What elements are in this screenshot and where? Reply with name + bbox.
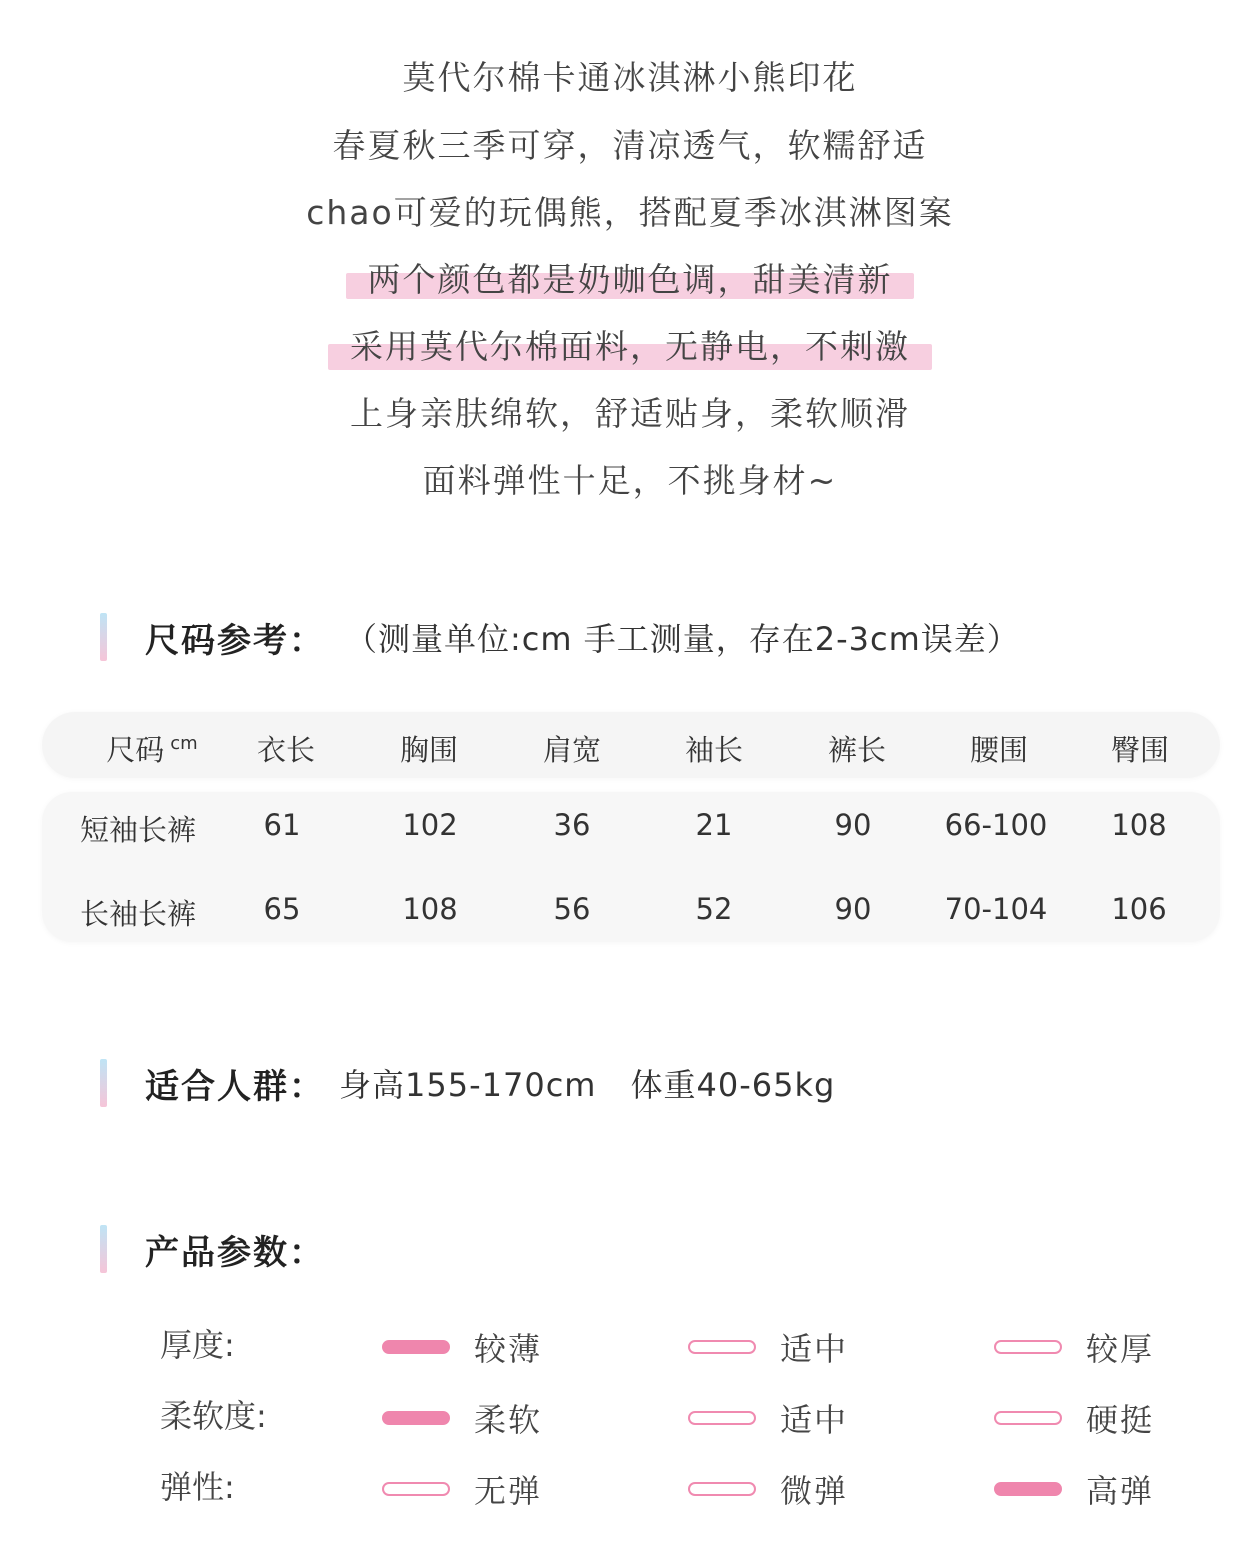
- header-cell: 肩宽: [542, 733, 601, 767]
- table-cell: 长袖长裤: [79, 897, 196, 931]
- param-label: 柔软度:: [160, 1397, 267, 1435]
- size-section-title: [100, 612, 1020, 662]
- table-cell: 65: [263, 892, 301, 926]
- table-cell: 90: [834, 808, 872, 842]
- intro-line: 莫代尔棉卡通冰淇淋小熊印花: [402, 58, 858, 97]
- size-section-note: （测量单位:cm 手工测量，存在2-3cm误差）: [345, 620, 1020, 658]
- table-header: [42, 712, 1220, 778]
- section-marker: [100, 613, 107, 661]
- param-option: 高弹: [994, 1466, 1154, 1512]
- rating-pill: [688, 1340, 756, 1354]
- table-cell: 70-104: [944, 892, 1048, 926]
- unit-label: cm: [170, 733, 198, 755]
- section-marker: [100, 1059, 107, 1107]
- header-cell: 裤长: [827, 733, 886, 767]
- table-cell: 52: [695, 892, 733, 926]
- table-cell: 108: [402, 892, 458, 926]
- rating-pill: [994, 1482, 1062, 1496]
- table-cell: 106: [1111, 892, 1167, 926]
- table-cell: 108: [1111, 808, 1167, 842]
- table-cell: 短袖长裤: [79, 813, 196, 847]
- fit-weight: 体重40-65kg: [630, 1066, 836, 1104]
- header-cell: 袖长: [684, 733, 743, 767]
- rating-pill: [994, 1340, 1062, 1354]
- table-cell: 66-100: [944, 808, 1048, 842]
- param-option: 无弹: [382, 1466, 542, 1512]
- intro-line: 春夏秋三季可穿，清凉透气，软糯舒适: [332, 126, 928, 165]
- param-section-title: [100, 1224, 325, 1274]
- table-cell: 61: [263, 808, 301, 842]
- header-cell: 臀围: [1110, 733, 1169, 767]
- table-cell: 36: [553, 808, 591, 842]
- table-cell: 90: [834, 892, 872, 926]
- param-option: 微弹: [688, 1466, 848, 1512]
- rating-pill: [688, 1411, 756, 1425]
- header-cell: 腰围: [969, 733, 1028, 767]
- header-cell: 衣长: [256, 733, 315, 767]
- rating-pill: [382, 1340, 450, 1354]
- intro-line: 两个颜色都是奶咖色调，甜美清新: [367, 260, 893, 299]
- size-section-label: 尺码参考：: [145, 620, 325, 661]
- param-label: 弹性:: [160, 1468, 235, 1506]
- param-row-softness: [0, 1391, 1260, 1451]
- param-option: 适中: [688, 1395, 848, 1441]
- rating-pill: [688, 1482, 756, 1496]
- section-marker: [100, 1225, 107, 1273]
- intro-line: 面料弹性十足，不挑身材~: [422, 461, 838, 500]
- fit-section-label: 适合人群：: [145, 1066, 325, 1107]
- param-option: 硬挺: [994, 1395, 1154, 1441]
- header-cell: 尺码 $^{cm}$: [106, 733, 198, 767]
- table-cell: 102: [402, 808, 458, 842]
- intro-line: 采用莫代尔棉面料，无静电，不刺激: [350, 327, 910, 366]
- param-option: 适中: [688, 1324, 848, 1370]
- param-row-thickness: [0, 1320, 1260, 1380]
- intro-line: 上身亲肤绵软，舒适贴身，柔软顺滑: [350, 394, 910, 433]
- fit-section-title: [100, 1058, 835, 1108]
- param-label: 厚度:: [160, 1326, 235, 1364]
- rating-pill: [382, 1411, 450, 1425]
- table-body: [42, 792, 1220, 942]
- rating-pill: [382, 1482, 450, 1496]
- fit-height: 身高155-170cm: [339, 1066, 597, 1104]
- table-cell: 21: [695, 808, 733, 842]
- param-row-elasticity: [0, 1462, 1260, 1522]
- param-option: 柔软: [382, 1395, 542, 1441]
- intro-line: chao可爱的玩偶熊，搭配夏季冰淇淋图案: [306, 193, 954, 232]
- header-cell: 胸围: [399, 733, 458, 767]
- param-section-label: 产品参数：: [145, 1232, 325, 1273]
- param-option: 较薄: [382, 1324, 542, 1370]
- table-cell: 56: [553, 892, 591, 926]
- param-option: 较厚: [994, 1324, 1154, 1370]
- rating-pill: [994, 1411, 1062, 1425]
